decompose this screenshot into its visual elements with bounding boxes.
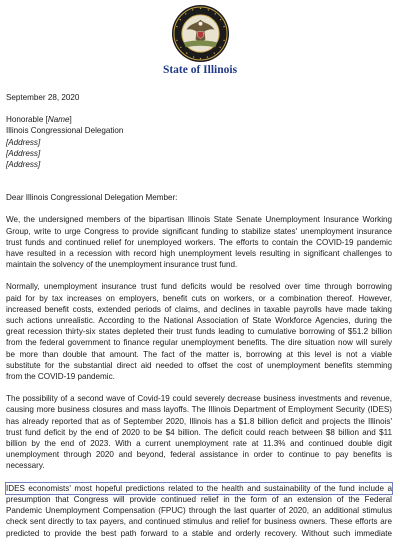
paragraph-line: We, the undersigned members of the bipartisan Illinois State Senate Unemployment Insurance Working (6, 215, 392, 225)
recipient-name-placeholder: Name (47, 115, 70, 125)
paragraph-line: increased benefit costs, extended periods of claims, and declines in taxable payrolls have made taking (6, 304, 392, 314)
salutation: Dear Illinois Congressional Delegation Member: (6, 193, 178, 203)
paragraph-line: from the COVID-19 pandemic. (6, 372, 115, 382)
paragraph-line: The possibility of a second wave of Covid-19 could severely decrease business investments and revenue, (6, 394, 392, 404)
letter-paragraphs (6, 214, 392, 538)
paragraph-line: maintain the solvency of the unemployment insurance trust fund. (6, 260, 238, 270)
paragraph-line: substitute for the substantial direct aid needed to offset the cost of unemployment benefits stemming (6, 360, 392, 370)
paragraph-line: presumption that Congress will provide continued relief in the form of an extension of the Federal (6, 494, 392, 504)
letter-body (6, 92, 392, 550)
paragraph-line: Pandemic Unemployment Compensation (FPUC) through the last quarter of 2020, an additional stimulus (6, 506, 392, 516)
paragraph-line: has already reported that as of September 2020, Illinois has a $1.8 billion deficit and projects the Illinois' (6, 416, 392, 426)
letter-paragraph (6, 281, 392, 382)
paragraph-line: unemployment through 2020 and beyond, federal assistance in order to continue to pay benefits is (6, 450, 392, 460)
paragraph-line: paid for by tax increases on employers, benefit cuts on workers, or a combination thereof. However, (6, 293, 392, 303)
recipient-address-line: [Address] (6, 137, 41, 147)
paragraph-line: Normally, unemployment insurance trust fund deficits would be resolved over time through borrowing (6, 282, 392, 292)
paragraph-line: trust funds and continued relief for unemployed workers. The efforts to contain the COVID-19 pandemic (6, 237, 392, 247)
paragraph-line: causing more business closures and mass layoffs. The Illinois Department of Employment Security (IDES) (6, 405, 392, 415)
illinois-state-seal-icon (171, 4, 230, 63)
paragraph-line: Group, write to urge Congress to provide significant funding to stabilize states' unemployment insurance (6, 226, 392, 236)
paragraph-line: IDES economists' most hopeful predictions related to the health and sustainability of the fund include a (6, 483, 392, 493)
letter-paragraph (6, 483, 392, 539)
paragraph-line: great recession thirty-six states depleted their trust funds leading to cumulative borrowing of $51.2 billion (6, 327, 392, 337)
paragraph-line: trust fund deficit by the end of 2020 to be $4 billion. The deficit could reach between $8 billion and $11 (6, 427, 392, 437)
paragraph-line: from the federal government to finance regular unemployment benefits. The dire situation now will surely (6, 338, 392, 348)
paragraph-line: have resulted in a recession with record high unemployment levels resulting in significant challenges to (6, 249, 392, 259)
letter-date: September 28, 2020 (6, 93, 80, 102)
recipient-address-line: [Address] (6, 160, 41, 170)
recipient-block (6, 114, 392, 170)
recipient-delegation: Illinois Congressional Delegation (6, 126, 124, 136)
paragraph-line: billion by the end of 2023. With a current unemployment rate at 11.3% and continued double digit (6, 439, 392, 449)
state-title: State of Illinois (162, 64, 238, 76)
recipient-address-line: [Address] (6, 148, 41, 158)
paragraph-line: check sent directly to tax payers, and continued stimulus and relief for business owners. These efforts are (6, 517, 392, 527)
paragraph-line: be more than double that amount. The fact of the matter is, borrowing at this level is not a viable (6, 349, 392, 359)
letter-paragraph (6, 214, 392, 270)
paragraph-line: necessary. (6, 461, 45, 471)
recipient-honorable: Honorable [Name] (6, 115, 72, 125)
letter-paragraph (6, 393, 392, 471)
paragraph-line: predicted to provide the best path forward to a stable and orderly recovery. Without such immediate (6, 528, 392, 538)
paragraph-line: such actions unrealistic. According to the National Association of State Workforce Agencies, during the (6, 316, 392, 326)
